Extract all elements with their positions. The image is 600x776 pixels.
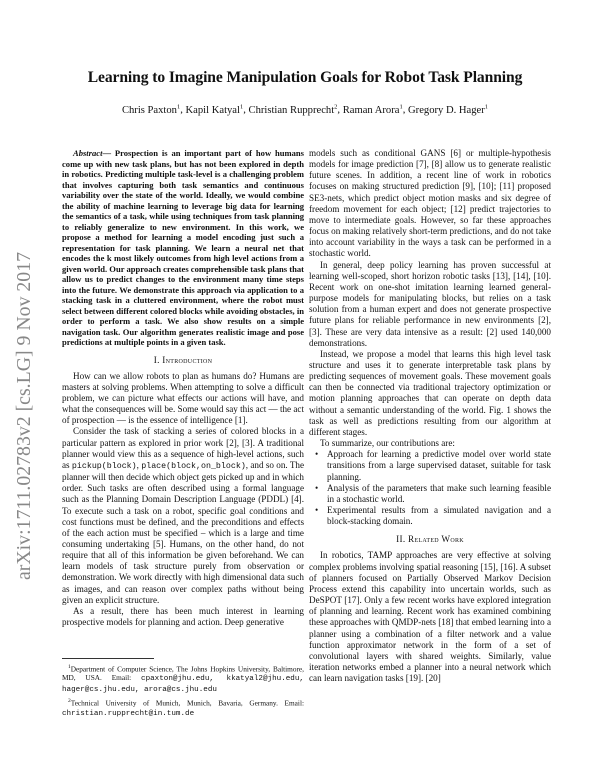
intro-p2-text-a: Consider the task of stacking a series of colored blocks in a particular pattern as explored in prior work [2], [3]. A traditional planner would view this as a sequence of high-level actions, such as	[62, 426, 304, 470]
intro-paragraph-2	[62, 426, 304, 606]
footnote-2-email: christian.rupprecht@in.tum.de	[62, 709, 195, 718]
intro-paragraph-3: As a result, there has been much interest in learning prospective models for planning and action. Deep generative	[62, 605, 304, 628]
section-heading-related-work	[309, 534, 551, 545]
right-column	[309, 148, 551, 684]
related-paragraph-1: In robotics, TAMP approaches are very effective at solving complex problems involving spatial reasoning [15], [16]. A subset of planners focused on Partially Observed Markov Decision Process extend this capability into uncertain worlds, such as DeSPOT [17]. Only a few recent works have explored integration of planning and learning. Recent work has examined combining these approaches with QMDP-nets [18] that embed learning into a planner using a combination of a filter network and a value function approximator network in the form of a set of convolutional layers with shared weights. Similarly, value iteration networks embed a planner into a neural network which can learn navigation tasks [19]. [20]	[309, 550, 551, 684]
footnote-2	[62, 697, 304, 718]
author-name: Gregory D. Hager	[408, 104, 485, 116]
author-name: Chris Paxton	[121, 104, 177, 116]
abstract-label: Abstract	[73, 148, 103, 158]
footnote-1-text: Department of Computer Science, The Johns Hopkins University, Baltimore, MD, USA. Email:	[62, 664, 304, 683]
contribution-item: • Analysis of the parameters that make such learning feasible in a stochastic world.	[309, 483, 551, 505]
author	[122, 105, 180, 116]
author-affiliation-marker: 1	[484, 103, 489, 110]
arxiv-identifier	[2, 250, 42, 580]
left-column	[62, 148, 304, 628]
right-paragraph-1: models such as conditional GANS [6] or multiple-hypothesis models for image prediction [7], [8] allow us to generate realistic future scenes. In addition, a recent line of work in robotics focuses on making structured prediction [9], [10]; [11] proposed SE3-nets, which predict object motion masks and six degree of freedom movement for each object; [12] predict trajectories to move to intermediate goals. However, so far these approaches focus on making relatively short-term predictions, and do not take into account variability in the ways a task can be performed in a stochastic world.	[309, 148, 551, 259]
section-number: II.	[396, 534, 406, 545]
section-number: I.	[153, 354, 160, 365]
right-paragraph-2: In general, deep policy learning has proven successful at learning well-scoped, short horizon robotic tasks [13], [14], [10]. Recent work on one-shot imitation learning learned general-purpose models for manipulating blocks, but relies on a task solution from a human expert and does not generate prospective future plans for reliable performance in new environments [2], [3]. These are very data intensive as a result: [2] used 140,000 demonstrations.	[309, 259, 551, 348]
author	[408, 105, 488, 116]
author-name: Christian Rupprecht	[248, 104, 335, 116]
author-affiliation-marker: 1	[239, 103, 244, 110]
abstract-text: — Prospection is an important part of how humans come up with new task plans, but has not been explored in depth in robotics. Predicting multiple task-level is a challenging problem that involves capturing both task semantics and continuous variability over the state of the world. Ideally, we would combine the ability of machine learning to leverage big data for learning the semantics of a task, while using techniques from task planning to reliably generalize to new environment. In this work, we propose a method for learning a model encoding just such a representation for task planning. We learn a neural net that encodes the k most likely outcomes from high level actions from a given world. Our approach creates comprehensible task plans that allow us to predict changes to the environment many time steps into the future. We demonstrate this approach via application to a stacking task in a cluttered environment, where the robot must select between different colored blocks while avoiding obstacles, in order to perform a task. We also show results on a simple navigation task. Our algorithm generates realistic image and pose predictions at multiple points in a given task.	[62, 148, 304, 347]
intro-p2-separator: ,	[136, 459, 142, 470]
footnote-2-marker: 2	[68, 698, 71, 705]
author-affiliation-marker: 2	[334, 103, 338, 110]
abstract	[62, 148, 304, 348]
section-title: Introduction	[162, 354, 213, 365]
footnotes	[62, 658, 304, 721]
right-paragraph-3: Instead, we propose a model that learns this high level task structure and uses it to generate interpretable task plans by predicting sequences of movement goals. These movement goals can then be connected via traditional trajectory optimization or motion planning approaches that can operate on depth data without a semantic understanding of the world. Fig. 1 shows the task as well as predictions resulting from our algorithm at different stages.	[309, 348, 551, 437]
contribution-item: • Approach for learning a predictive model over world state transitions from a large supervised dataset, suitable for task planning.	[309, 449, 551, 482]
author-name: Raman Arora	[342, 104, 400, 116]
author	[343, 105, 403, 116]
section-title: Related Work	[408, 534, 464, 545]
author-affiliation-marker: 1	[399, 103, 403, 110]
footnote-1	[62, 663, 304, 695]
footnote-rule	[62, 658, 154, 659]
footnote-1-marker: 1	[68, 664, 71, 670]
author	[249, 105, 338, 116]
footnote-1-emails: cpaxton@jhu.edu, kkatyal2@jhu.edu, hager@cs.jhu.edu, arora@cs.jhu.edu	[62, 675, 304, 695]
intro-p2-text-b: , and so on. The planner will then decide which object gets picked up and in which order. Such tasks are often described using a formal language such as the Planning Domain Description Language (PDDL) [4]. To execute such a task on a robot, specific goal conditions and cost functions must be defined, and the preconditions and effects of the each action must be specified – which is a large and time consuming undertaking [5]. Humans, on the other hand, do not require that all of this information be given beforehand. We can learn models of task structure purely from observation or demonstration. We work directly with high dimensional data such as images, and can reason over complex paths without being given an explicit structure.	[62, 459, 305, 605]
code-place: place(block,on_block)	[141, 461, 246, 471]
footnote-2-text: Technical University of Munich, Munich, Bavaria, Germany. Email:	[70, 698, 304, 708]
author-list: Chris Paxton$^1$, Kapil Katyal$^1$, Christian Rupprecht$^2$, Raman Arora$^1$, Gregory D. Hager$^1$	[121, 103, 489, 116]
arxiv-stamp-text: arXiv:1711.02783v2 [cs.LG] 9 Nov 2017	[13, 248, 35, 580]
intro-paragraph-1: How can we allow robots to plan as humans do? Humans are masters at solving problems. When attempting to solve a difficult problem, we can picture what effects our actions will have, and what the consequences will be. Some would say this act — the act of prospection — is the essence of intelligence [1].	[62, 370, 305, 426]
author	[186, 105, 244, 116]
author-name: Kapil Katyal	[185, 104, 240, 116]
code-pickup: pickup(block)	[71, 461, 137, 471]
author-affiliation-marker: 1	[176, 103, 181, 110]
section-heading-introduction	[62, 355, 304, 366]
paper-title: Learning to Imagine Manipulation Goals for Robot Task Planning	[87, 69, 523, 86]
contributions-list	[309, 449, 551, 527]
contribution-item: • Experimental results from a simulated navigation and a block-stacking domain.	[309, 505, 551, 527]
right-paragraph-4: To summarize, our contributions are:	[320, 438, 455, 449]
